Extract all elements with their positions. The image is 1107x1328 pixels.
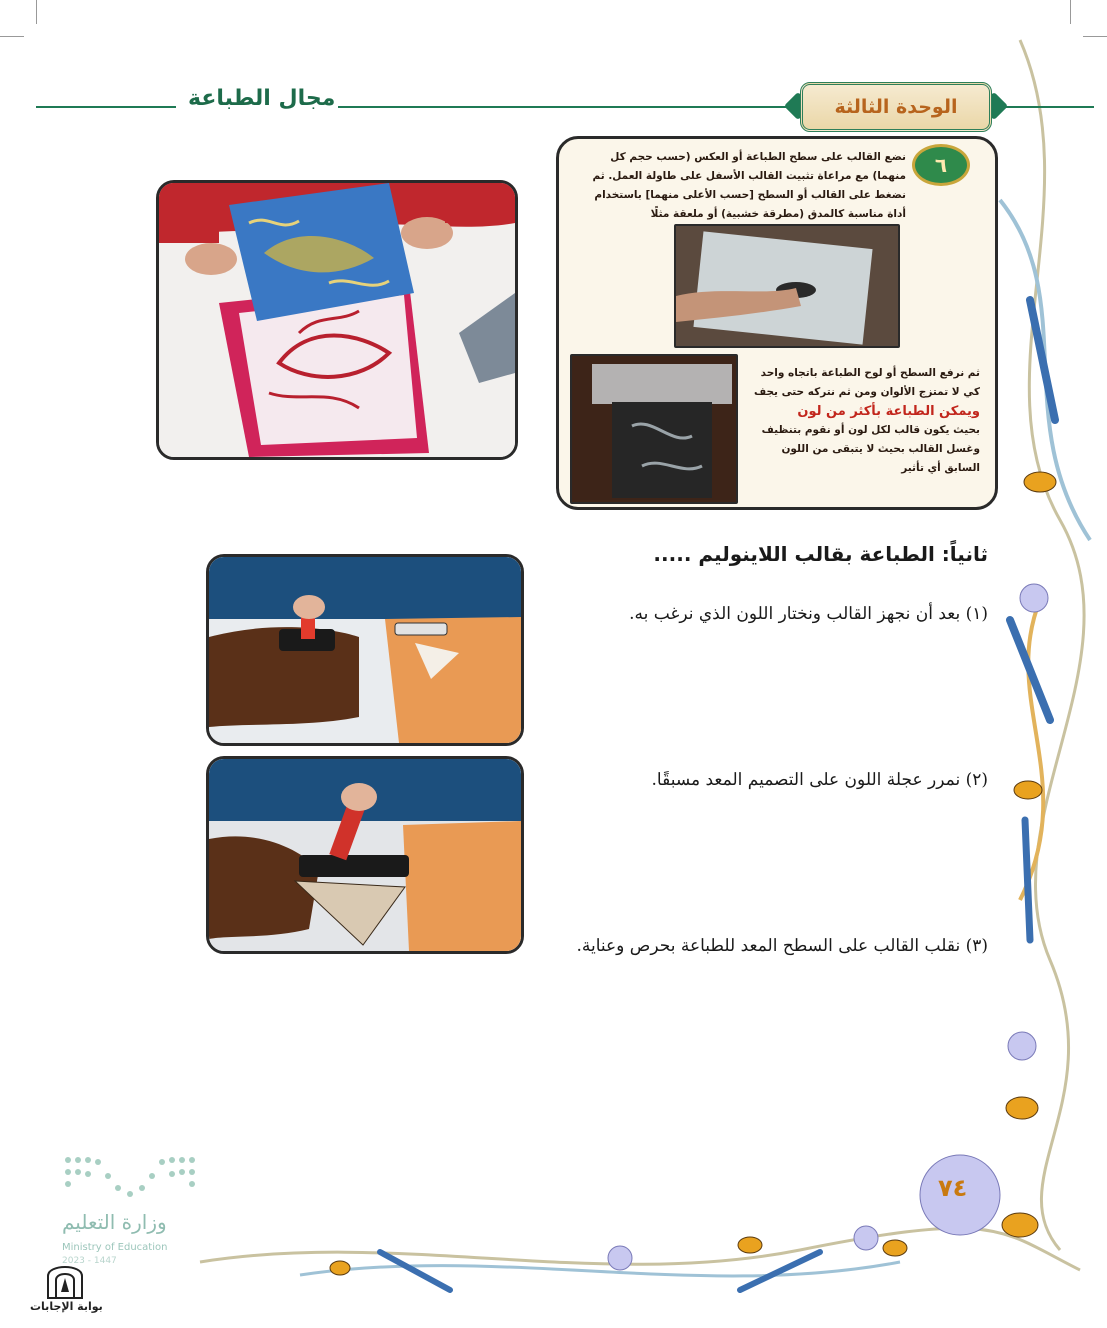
ministry-name-english: Ministry of Education — [62, 1242, 168, 1253]
step-six-line: نضغط على القالب أو السطح [حسب الأعلى منهما] باستخدام — [594, 189, 906, 201]
multicolor-highlight: ويمكن الطباعة بأكثر من لون — [797, 404, 980, 419]
header-rule-middle — [338, 106, 794, 108]
lift-instructions — [746, 364, 980, 478]
unit-badge — [800, 82, 992, 132]
linoleum-step-1: (١) بعد أن نجهز القالب ونختار اللون الذي نرغب به. — [629, 604, 988, 624]
header-rule-left — [36, 106, 176, 108]
clean-line: وغسل القالب بحيث لا يتبقى من اللون — [781, 443, 980, 455]
roller-ink-photo — [206, 554, 524, 746]
dolphin-print-photo — [156, 180, 518, 460]
step-six-line: أداة مناسبة كالمدق (مطرقة خشبية) أو ملعقة مثلًا — [650, 208, 906, 220]
linoleum-step-3: (٣) نقلب القالب على السطح المعد للطباعة بحرص وعناية. — [576, 936, 988, 956]
clean-line: السابق أي تأثير — [901, 462, 980, 474]
lifted-print-photo — [570, 354, 738, 504]
ministry-logo-icon — [62, 1154, 198, 1202]
clean-line: بحيث يكون قالب لكل لون أو نقوم بتنظيف — [761, 424, 980, 436]
ministry-year: 2023 - 1447 — [62, 1256, 117, 1266]
section-title: مجال الطباعة — [188, 86, 336, 111]
step-six-line: منهما) مع مراعاة تثبيت القالب الأسفل على طاولة العمل. ثم — [592, 170, 906, 182]
portal-logo-icon — [44, 1258, 86, 1300]
pressing-print-photo — [674, 224, 900, 348]
page-number: ٧٤ — [938, 1174, 968, 1202]
lift-line: ثم نرفع السطح أو لوح الطباعة باتجاه واحد — [760, 367, 980, 379]
unit-label: الوحدة الثالثة — [834, 96, 958, 118]
header-rule-right — [998, 106, 1094, 108]
linoleum-step-2: (٢) نمرر عجلة اللون على التصميم المعد مسبقًا. — [651, 770, 988, 790]
ministry-name-arabic: وزارة التعليم — [62, 1210, 167, 1234]
lift-line: كي لا تمتزج الألوان ومن ثم نتركه حتى يجف — [753, 386, 980, 398]
roller-design-photo — [206, 756, 524, 954]
answers-portal-label: بوابة الإجابات — [30, 1300, 103, 1313]
step-number-badge: ٦ — [912, 144, 970, 186]
step-six-line: نضع القالب على سطح الطباعة أو العكس (حسب حجم كل — [610, 151, 906, 163]
step-six-instructions — [566, 148, 906, 224]
linoleum-heading: ثانياً: الطباعة بقالب اللاينوليم ..... — [653, 542, 988, 566]
